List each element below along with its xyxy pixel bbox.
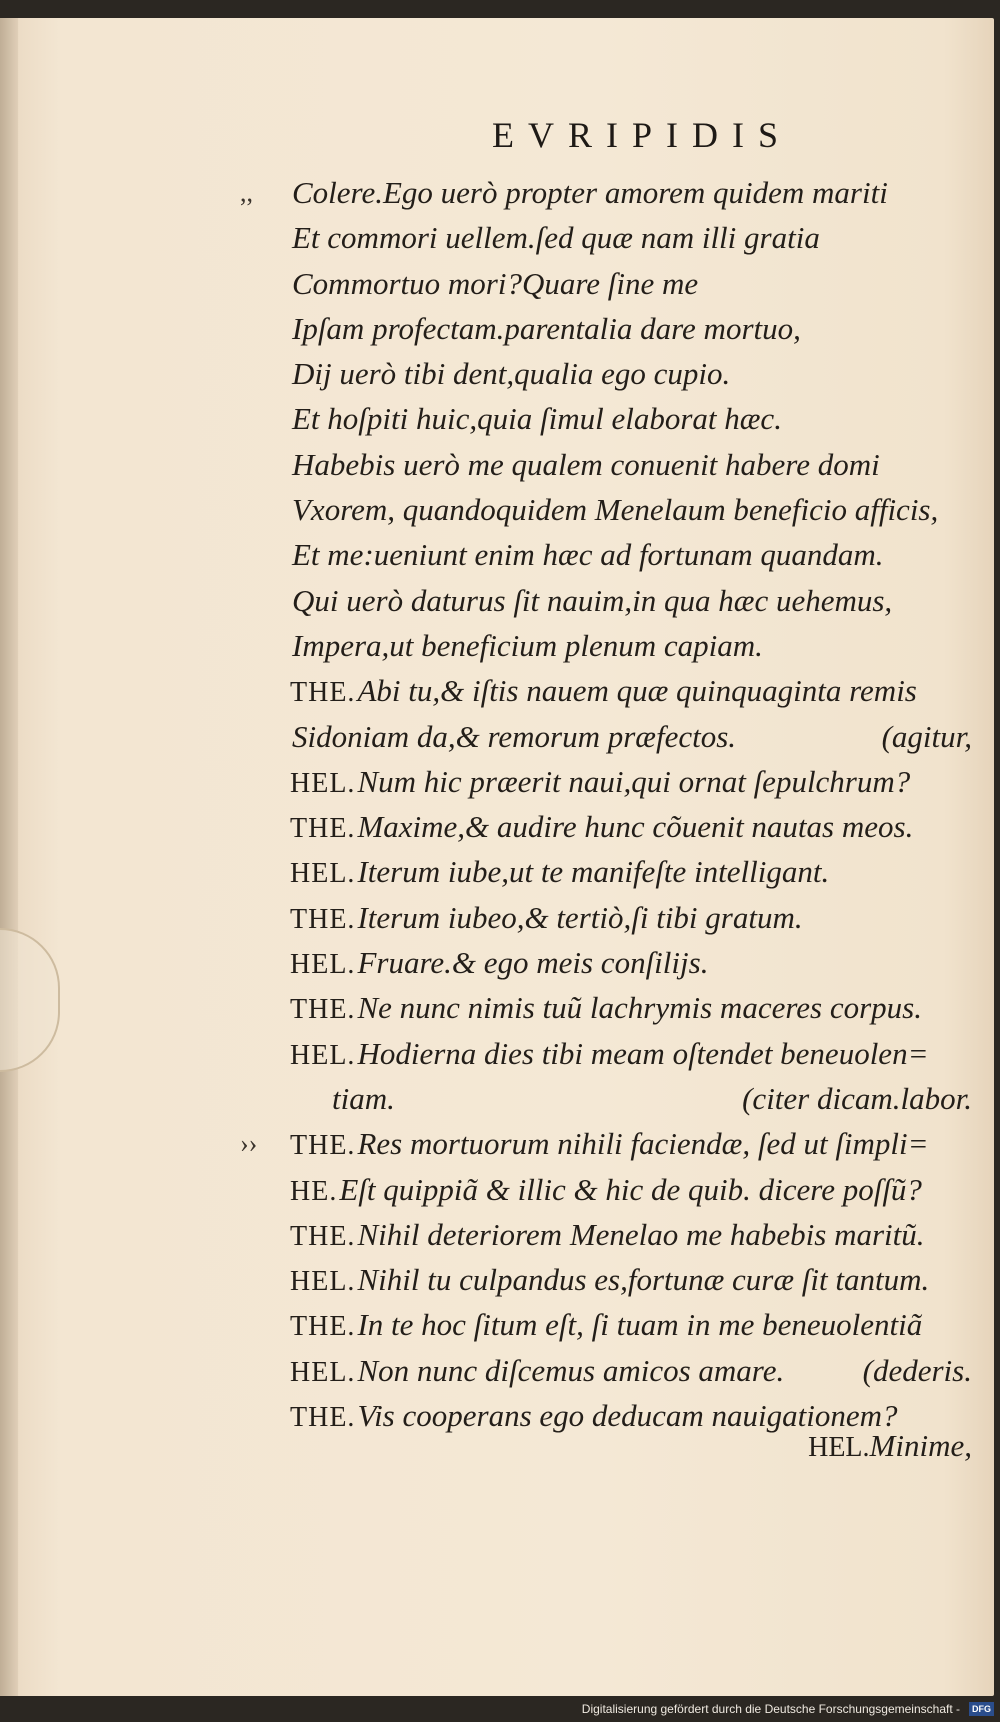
verse-text: Vis cooperans ego deducam nauigationem? <box>357 1398 898 1434</box>
verse-text: Dij uerò tibi dent,qualia ego cupio. <box>292 356 731 392</box>
verse-text: Res mortuorum nihili faciendæ, ſed ut ſimpli= <box>357 1126 929 1162</box>
verse-text-group <box>290 578 892 625</box>
verse-text: Abi tu,& iſtis nauem quæ quinquaginta remis <box>357 673 917 709</box>
verse-line <box>0 1031 994 1076</box>
verse-text-group <box>290 351 730 398</box>
catchword-speaker: HEL. <box>808 1432 870 1463</box>
speaker-label: THE. <box>290 903 356 935</box>
marginal-quote-mark: ,, <box>240 178 253 207</box>
verse-line <box>0 532 994 577</box>
verse-line <box>0 623 994 668</box>
digitization-footer <box>0 1696 1000 1722</box>
verse-line <box>0 170 994 215</box>
running-head: EVRIPIDIS <box>491 115 792 155</box>
verse-text-group <box>290 1031 929 1078</box>
verse-text-group <box>290 532 884 579</box>
verse-text-group <box>290 1167 922 1214</box>
verse-text: Nihil deteriorem Menelao me habebis maritũ. <box>357 1216 925 1252</box>
verse-text: Et commori uellem.ſed quæ nam illi gratia <box>292 220 820 256</box>
verse-text-group <box>290 623 763 670</box>
verse-text-group <box>290 668 917 715</box>
verse-text-group <box>290 804 913 851</box>
verse-text: tiam. <box>332 1080 395 1116</box>
verse-text-group <box>290 1257 929 1304</box>
speaker-label: HEL. <box>290 1356 356 1388</box>
verse-line <box>0 1302 994 1347</box>
speaker-label: THE. <box>290 1130 356 1162</box>
verse-text-group <box>290 849 829 896</box>
verse-text-group <box>290 487 938 534</box>
verse-text: Nihil tu culpandus es,fortunæ curæ ſit tantum. <box>357 1262 930 1298</box>
verse-line <box>0 849 994 894</box>
verse-text: Commortuo mori?Quare ſine me <box>292 265 699 301</box>
verse-line <box>0 306 994 351</box>
verse-line <box>0 487 994 532</box>
verse-line <box>0 1167 994 1212</box>
verse-text: Iterum iubeo,& tertiò,ſi tibi gratum. <box>357 899 803 935</box>
verse-text: Vxorem, quandoquidem Menelaum beneficio afficis, <box>292 492 939 528</box>
verse-lines <box>0 170 994 1438</box>
verse-text: Et me:ueniunt enim hæc ad fortunam quandam. <box>292 537 884 573</box>
verse-text: Non nunc diſcemus amicos amare. <box>357 1352 785 1388</box>
verse-line <box>0 351 994 396</box>
speaker-label: HE. <box>290 1175 338 1207</box>
verse-line <box>0 261 994 306</box>
verse-text-group <box>290 1348 784 1395</box>
speaker-label: HEL. <box>290 1039 356 1071</box>
speaker-label: THE. <box>290 677 356 709</box>
speaker-label: THE. <box>290 813 356 845</box>
verse-text: Num hic præerit naui,qui ornat ſepulchrum? <box>357 763 911 799</box>
verse-line <box>0 668 994 713</box>
footer-credit: Digitalisierung gefördert durch die Deutsche Forschungsgemeinschaft - <box>581 1702 960 1716</box>
verse-line <box>0 1257 994 1302</box>
speaker-label: HEL. <box>290 858 356 890</box>
verse-text-group <box>290 1121 929 1168</box>
verse-line <box>0 442 994 487</box>
speaker-label: THE. <box>290 1311 356 1343</box>
catchword-text: Minime, <box>869 1428 972 1463</box>
verse-line <box>0 1348 994 1393</box>
speaker-label: HEL. <box>290 767 356 799</box>
verse-line <box>0 714 994 759</box>
verse-text-group <box>290 985 922 1032</box>
verse-line <box>0 578 994 623</box>
turnover-text: (dederis. <box>862 1352 972 1388</box>
speaker-label: THE. <box>290 994 356 1026</box>
speaker-label: THE. <box>290 1220 356 1252</box>
verse-text: Sidoniam da,& remorum præfectos. <box>292 718 737 754</box>
verse-text-group <box>290 442 880 489</box>
verse-line <box>0 1212 994 1257</box>
verse-text: In te hoc ſitum eſt, ſi tuam in me beneuolentiã <box>357 1307 923 1343</box>
turnover-text: (citer dicam.labor. <box>742 1080 972 1116</box>
verse-text-group <box>290 215 820 262</box>
verse-text: Eſt quippiã & illic & hic de quib. dicere poſſũ? <box>339 1171 922 1207</box>
verse-text: Iterum iube,ut te manifeſte intelligant. <box>357 854 830 890</box>
speaker-label: THE. <box>290 1402 356 1434</box>
turnover-text: (agitur, <box>881 718 972 754</box>
verse-text: Ne nunc nimis tuũ lachrymis maceres corpus. <box>357 990 922 1026</box>
verse-line <box>0 215 994 260</box>
verse-text: Colere.Ego uerò propter amorem quidem mariti <box>292 175 888 210</box>
book-page <box>0 18 994 1696</box>
verse-text-group <box>290 1212 925 1259</box>
verse-text: Hodierna dies tibi meam oſtendet beneuolen= <box>357 1035 929 1071</box>
verse-line <box>0 895 994 940</box>
verse-text: Ipſam profectam.parentalia dare mortuo, <box>292 310 801 346</box>
verse-text: Maxime,& audire hunc cõuenit nautas meos. <box>357 809 914 845</box>
verse-line <box>0 940 994 985</box>
verse-text-group <box>290 261 698 308</box>
verse-text: Impera,ut beneficium plenum capiam. <box>292 627 763 663</box>
verse-text-group <box>290 895 803 942</box>
verse-text-group <box>290 759 910 806</box>
speaker-label: HEL. <box>290 1266 356 1298</box>
verse-text-group <box>330 1076 395 1123</box>
verse-text-group <box>290 1393 898 1440</box>
marginal-quote-mark: ›› <box>240 1129 258 1159</box>
verse-text-group <box>290 396 782 443</box>
verse-text-group <box>290 714 736 761</box>
verse-line <box>0 1076 994 1121</box>
verse-text-group <box>290 940 708 987</box>
verse-text-group <box>290 306 801 353</box>
verse-text-group <box>290 1302 922 1349</box>
verse-line <box>0 804 994 849</box>
verse-line <box>0 396 994 441</box>
verse-text: Fruare.& ego meis conſilijs. <box>357 945 709 981</box>
verse-line <box>0 985 994 1030</box>
verse-text-group <box>290 170 888 217</box>
verse-line <box>0 1121 994 1166</box>
verse-text: Qui uerò daturus ſit nauim,in qua hæc uehemus, <box>292 582 893 618</box>
verse-line <box>0 759 994 804</box>
verse-text: Et hoſpiti huic,quia ſimul elaborat hæc. <box>292 401 782 437</box>
verse-text: Habebis uerò me qualem conuenit habere domi <box>292 446 880 482</box>
speaker-label: HEL. <box>290 949 356 981</box>
dfg-logo: DFG <box>969 1702 994 1716</box>
catchword <box>808 1428 972 1464</box>
